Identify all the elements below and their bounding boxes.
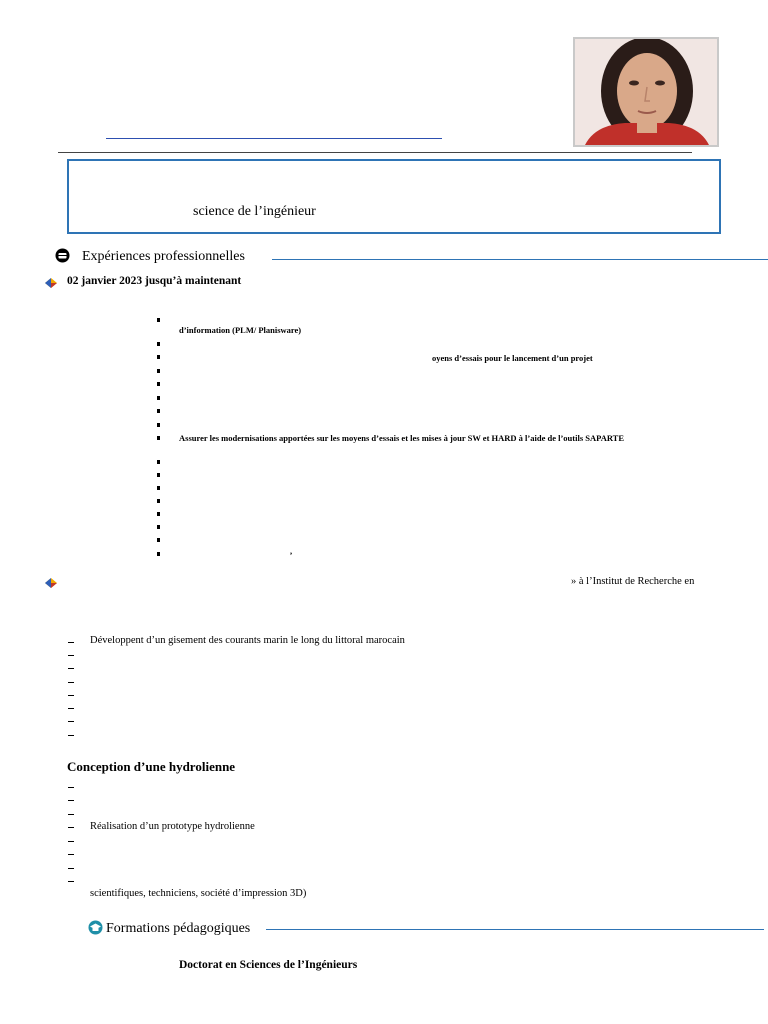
experience-2-item-prototype: Réalisation d’un prototype hydrolienne — [90, 821, 255, 832]
briefcase-icon — [55, 248, 70, 263]
experience-2-item-gisement: Développent d’un gisement des courants marin le long du littoral marocain — [90, 635, 405, 646]
list-dash — [68, 868, 74, 869]
list-bullet — [157, 355, 160, 359]
experience-2-item-partners: scientifiques, techniciens, société d’impression 3D) — [90, 888, 307, 899]
list-bullet — [157, 473, 160, 477]
header-divider — [58, 152, 692, 153]
list-bullet — [157, 486, 160, 490]
email-link-underline[interactable] — [106, 138, 442, 139]
list-bullet — [157, 525, 160, 529]
experience-1-item-moyens: oyens d’essais pour le lancement d’un projet — [432, 353, 593, 363]
list-bullet — [157, 552, 160, 556]
list-bullet — [157, 369, 160, 373]
list-bullet — [157, 409, 160, 413]
experience-1-date: 02 janvier 2023 jusqu’à maintenant — [67, 275, 242, 287]
experience-section-rule — [272, 259, 768, 260]
experience-1-item-comma: , — [290, 546, 293, 556]
diamond-bullet-icon — [45, 578, 57, 588]
list-dash — [68, 682, 74, 683]
list-dash — [68, 721, 74, 722]
list-dash — [68, 735, 74, 736]
list-bullet — [157, 342, 160, 346]
experience-section-title: Expériences professionnelles — [82, 249, 245, 264]
list-bullet — [157, 538, 160, 542]
experience-2-institute: » à l’Institut de Recherche en — [571, 576, 695, 587]
list-dash — [68, 668, 74, 669]
list-dash — [68, 655, 74, 656]
list-bullet — [157, 396, 160, 400]
list-dash — [68, 695, 74, 696]
graduation-cap-icon — [88, 920, 103, 935]
list-bullet — [157, 318, 160, 322]
list-dash — [68, 787, 74, 788]
list-bullet — [157, 436, 160, 440]
list-dash — [68, 841, 74, 842]
list-dash — [68, 827, 74, 828]
profile-photo — [573, 37, 719, 147]
list-dash — [68, 800, 74, 801]
education-section-rule — [266, 929, 764, 930]
experience-1-item-saparte: Assurer les modernisations apportées sur les moyens d’essais et les mises à jour SW et HARD à l’aide de l’outils SAPARTE — [179, 433, 625, 443]
list-bullet — [157, 460, 160, 464]
list-dash — [68, 881, 74, 882]
education-section-title: Formations pédagogiques — [106, 921, 251, 936]
list-bullet — [157, 382, 160, 386]
list-dash — [68, 708, 74, 709]
objective-text: science de l’ingénieur — [193, 204, 316, 219]
objective-box — [67, 159, 721, 234]
list-dash — [68, 814, 74, 815]
experience-2-subtitle: Conception d’une hydrolienne — [67, 759, 236, 774]
education-degree: Doctorat en Sciences de l’Ingénieurs — [179, 959, 358, 971]
list-dash — [68, 854, 74, 855]
experience-1-item-plm: d’information (PLM/ Planisware) — [179, 325, 302, 335]
list-dash — [68, 642, 74, 643]
list-bullet — [157, 512, 160, 516]
list-bullet — [157, 499, 160, 503]
diamond-bullet-icon — [45, 278, 57, 288]
list-bullet — [157, 423, 160, 427]
